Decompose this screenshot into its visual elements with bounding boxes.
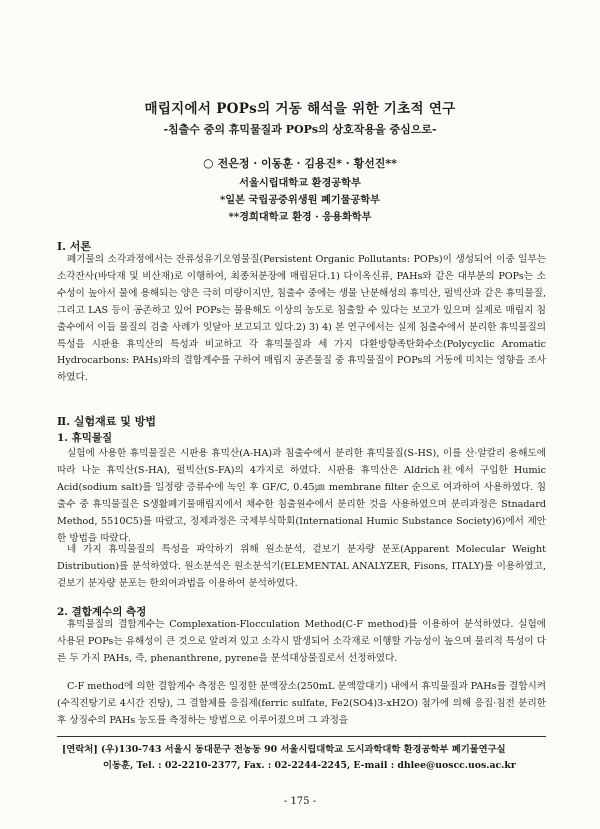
binding-paragraph-1 bbox=[57, 617, 546, 668]
humic-paragraph-2 bbox=[57, 542, 546, 593]
humic-paragraph-1 bbox=[57, 446, 546, 547]
affiliation-1: 서울시립대학교 환경공학부 bbox=[239, 177, 361, 189]
affiliation-3: **경희대학교 환경 · 응용화학부 bbox=[228, 211, 372, 223]
affiliation-2: *일본 국립공중위생원 폐기물공학부 bbox=[219, 194, 381, 206]
introduction-text: 폐기물의 소각과정에서는 잔류성유기오염물질(Persistent Organic Pollutants: POPs)이 생성되어 이중 일부는 소각잔사(바닥재 및 비산재)로 이행하여, 최종처분장에 매립된다.1) 다이옥신류, PAHs와 같은 대부분의 POPs는 소수성이 높아서 물에 용해되는 양은 극히 미량이지만, 침출수 중에는 생물 난분해성의 휴믹산, 펄빅산과 같은 휴믹물질, 그리고 LAS 등이 공존하고 있어 POPs는 물용해도 이상의 농도로 침출할 수 있다는 보고가 있으며 실제로 매립지 침출수에서 이들 물질의 검출 사례가 잇달아 보고되고 있다.2) 3) 4) 본 연구에서는 실제 침출수에서 분리한 휴믹물질의 특성을 시판용 휴믹산의 특성과 비교하고 각 휴믹물질과 세 가지 다환방향족탄화수소(Polycyclic Aromatic Hydrocarbons: PAHs)와의 결합계수를 구하여 매립지 공존물질 중 휴믹물질이 POPs의 거동에 미치는 영향을 조사하였다. bbox=[57, 254, 546, 384]
binding-paragraph-2 bbox=[57, 679, 546, 730]
section-heading-methods: Ⅱ. 실험재료 및 방법 bbox=[57, 415, 156, 428]
humic-text-2: 네 가지 휴믹물질의 특성을 파악하기 위해 원소분석, 겉보기 분자량 분포(Apparent Molecular Weight Distribution)를 분석하였다. 원소분석은 원소분석기(ELEMENTAL ANALYZER, Fisons, ITALY)를 이용하였고, 겉보기 분자량 분포는 한외여과법을 이용하여 분석하였다. bbox=[57, 544, 546, 589]
humic-text-1: 실험에 사용한 휴믹물질은 시판용 휴믹산(A-HA)과 침출수에서 분리한 휴믹물질(S-HS), 이를 산·알칼리 용해도에 따라 나눈 휴믹산(S-HA), 펄빅산(S-FA)의 4가지로 하였다. 시판용 휴믹산은 Aldrich社에서 구입한 Humic Acid(sodium salt)를 일정량 증류수에 녹인 후 GF/C, 0.45㎛ membrane filter 순으로 여과하여 사용하였다. 침출수 중 휴믹물질은 S생활폐기물매립지에서 채수한 침출원수에서 분리한 것을 사용하였으며 분리과정은 Stnadard Method, 5510C5)를 따랐고, 정제과정은 국제부식학회(International Humic Substance Society)6)에서 제안한 방법을 따랐다. bbox=[57, 448, 546, 544]
paper-title: 매립지에서 POPs의 거동 해석을 위한 기초적 연구 bbox=[144, 101, 456, 117]
author-list bbox=[0, 155, 600, 171]
paper-subtitle: -침출수 중의 휴믹물질과 POPs의 상호작용을 중심으로- bbox=[163, 123, 437, 136]
contact-line-1: [연락처] (우)130-743 서울시 동대문구 전농동 90 서울시립대학교 도시과학대학 환경공학부 폐기물연구실 bbox=[62, 744, 506, 755]
subsection-heading-humic: 1. 휴믹물질 bbox=[57, 432, 113, 444]
binding-text-1: 휴믹물질의 결합계수는 Complexation-Flocculation Method(C-F method)를 이용하여 분석하였다. 실험에 사용된 POPs는 유해성이 큰 것으로 알려져 있고 소각시 발생되어 소각재로 이행할 가능성이 높으며 물리적 특성이 다른 두 가지 PAHs, 즉, phenanthrene, pyrene을 분석대상물질로서 선정하였다. bbox=[57, 619, 546, 664]
contact-line-2: 이동훈, Tel. : 02-2210-2377, Fax. : 02-2244-2245, E-mail : dhlee@uoscc.uos.ac.kr bbox=[103, 760, 516, 771]
section-heading-introduction: Ⅰ. 서론 bbox=[57, 240, 92, 253]
binding-text-2: C-F method에 의한 결합계수 측정은 일정한 분액장소(250mL 분액깔대기) 내에서 휴믹물질과 PAHs를 결합시켜(수직진탕기로 4시간 진탕), 그 결합체를 응집제(ferric sulfate, Fe2(SO4)3-xH2O) 첨가에 의해 응집·침전 분리한 후 상징수의 PAHs 농도를 측정하는 방법으로 이루어졌으며 그 과정을 bbox=[57, 681, 546, 726]
introduction-paragraph bbox=[57, 252, 546, 387]
author-names: 전은정 · 이동훈 · 김용진* · 황선진** bbox=[217, 157, 397, 170]
subsection-heading-binding: 2. 결합계수의 측정 bbox=[57, 606, 147, 618]
footnote-divider bbox=[57, 736, 546, 737]
page-number: - 175 - bbox=[283, 796, 317, 807]
presenter-marker: ○ bbox=[203, 156, 214, 170]
